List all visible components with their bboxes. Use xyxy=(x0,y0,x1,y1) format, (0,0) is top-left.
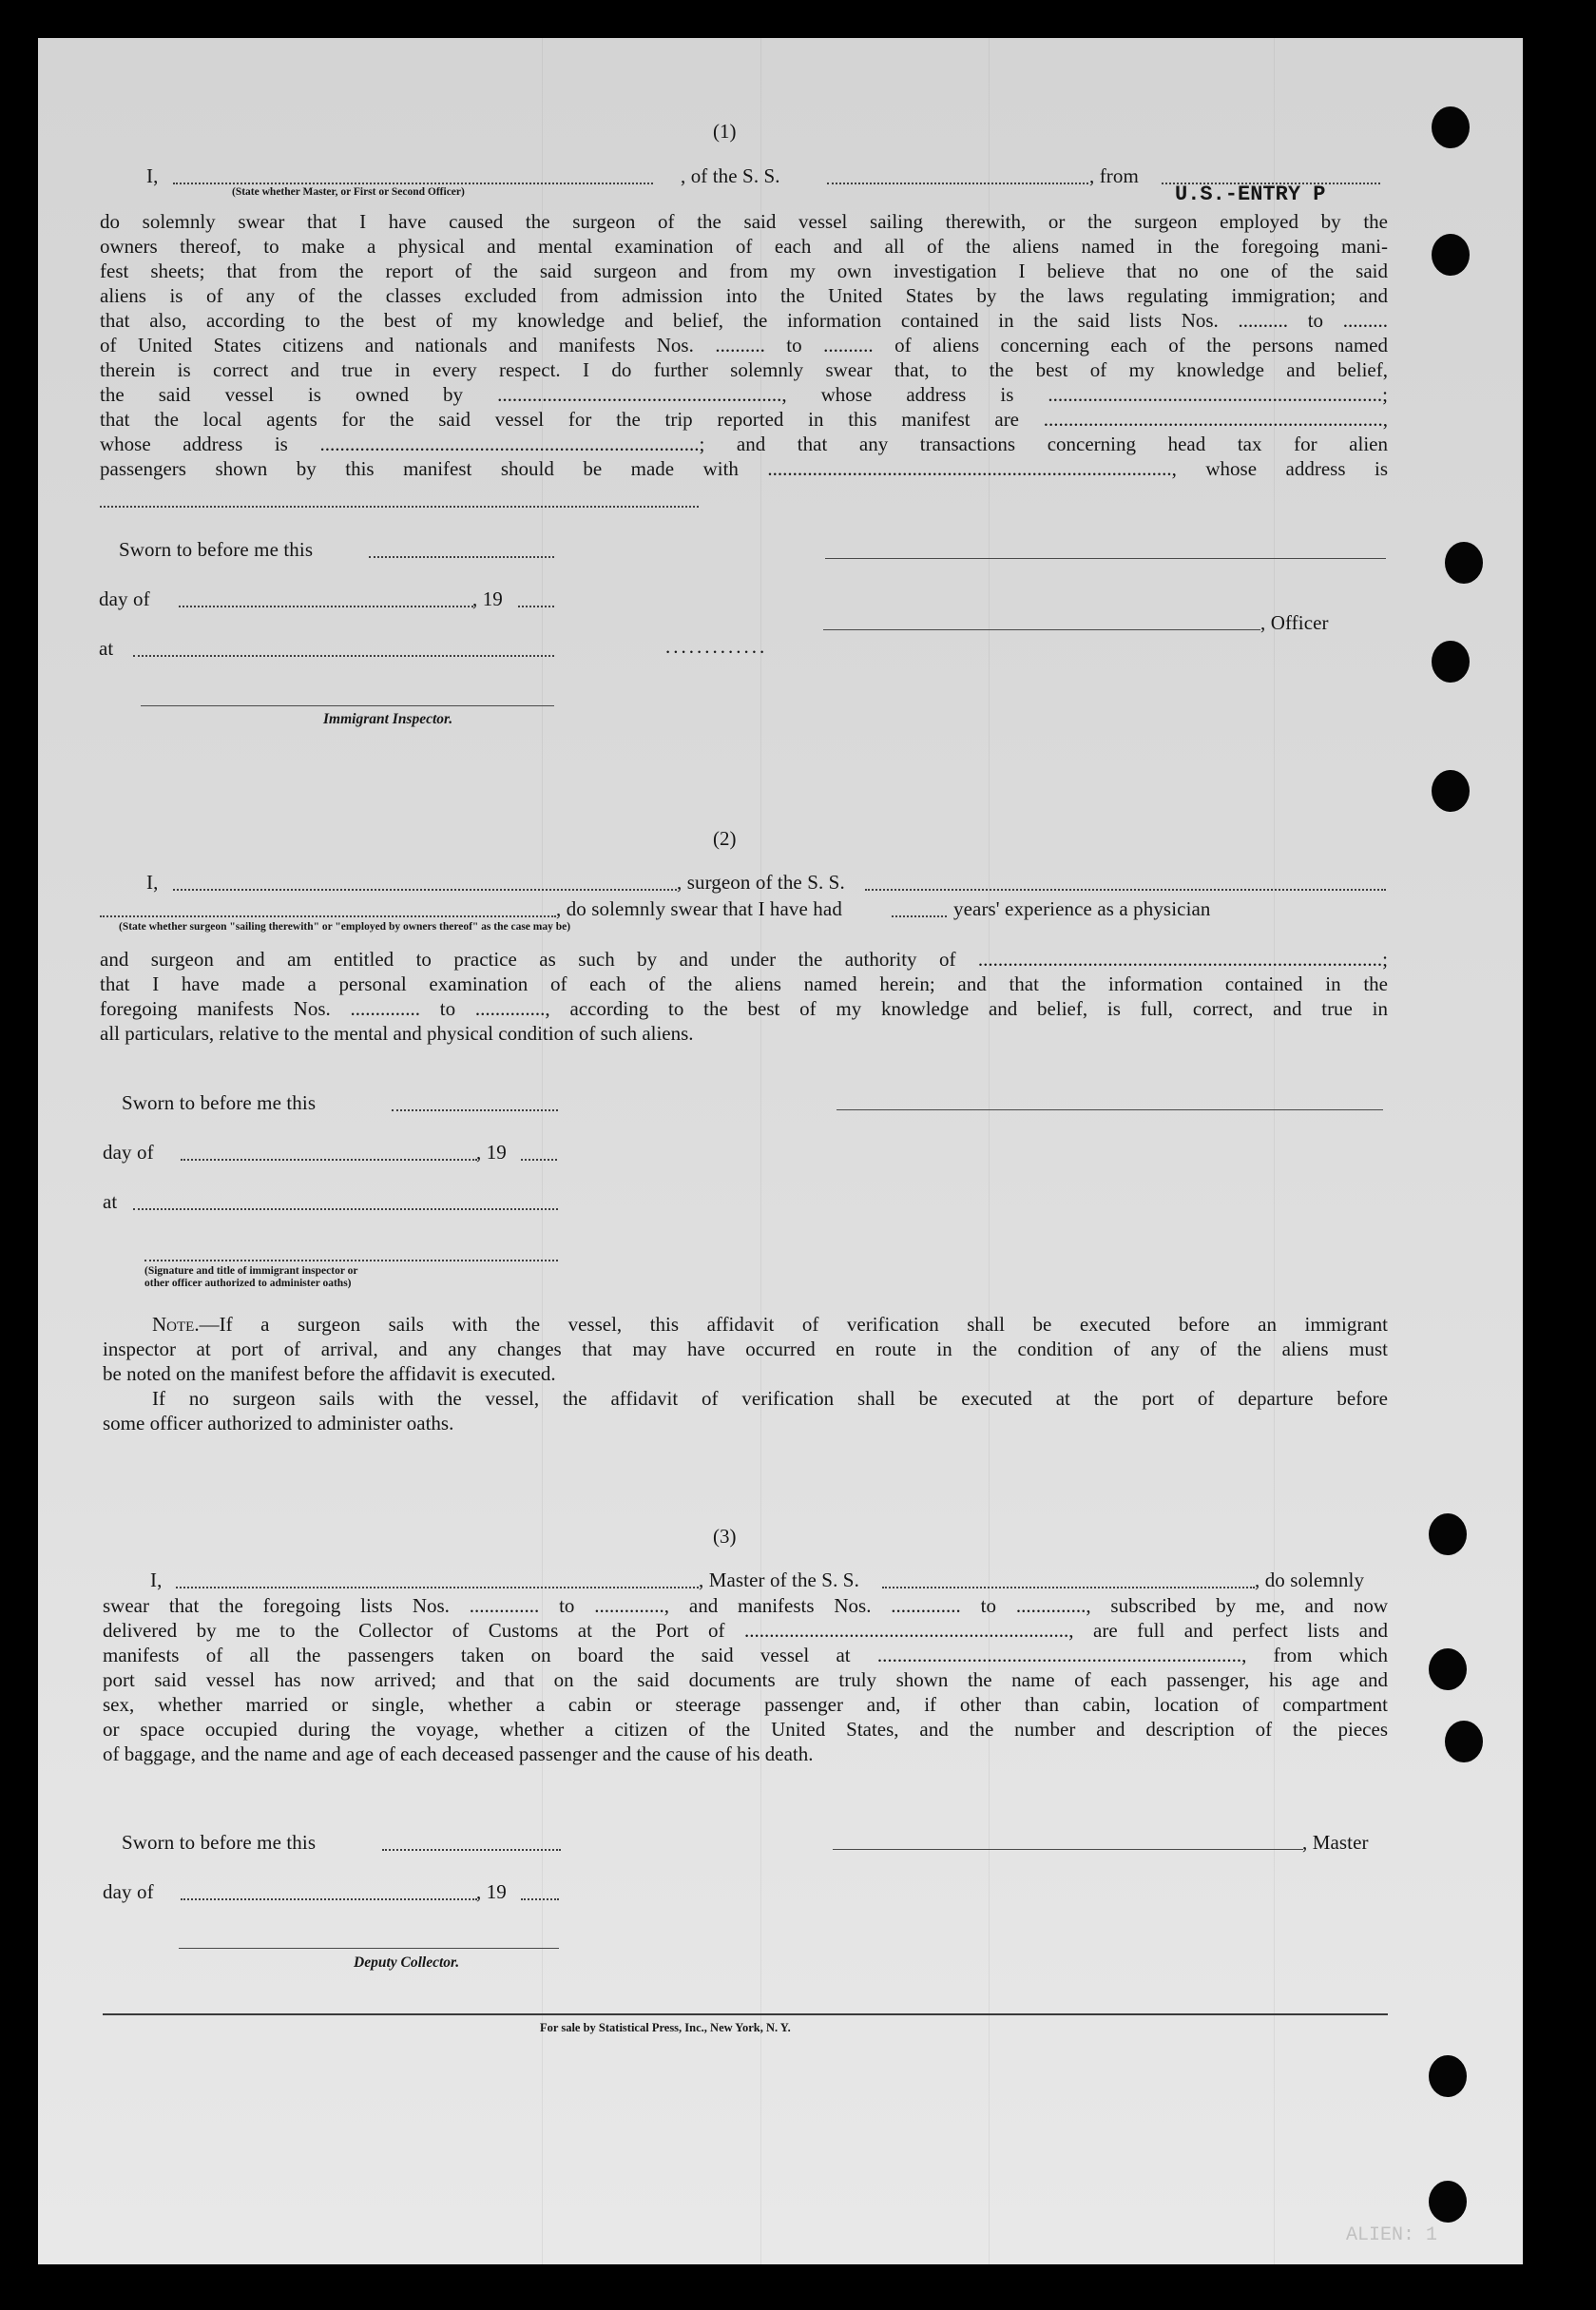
section-1-number: (1) xyxy=(713,120,737,143)
note-line: be noted on the manifest before the affidavit is executed. xyxy=(103,1362,556,1385)
inspector-signature-line[interactable] xyxy=(141,705,554,706)
note-line: some officer authorized to administer oaths. xyxy=(103,1412,454,1434)
day-of-label-1: day of xyxy=(99,587,150,610)
punch-hole xyxy=(1429,1648,1467,1690)
do-solemnly-label-3: , do solemnly xyxy=(1255,1569,1365,1591)
deputy-signature-line[interactable] xyxy=(179,1948,559,1949)
bleed-through-text: ALIEN: 1 xyxy=(1346,2224,1438,2246)
surgeon-name-field[interactable] xyxy=(173,889,677,891)
at-field-2[interactable] xyxy=(133,1208,558,1210)
years-experience-field[interactable] xyxy=(892,915,947,917)
oath-line: or space occupied during the voyage, whether a citizen of the United States, and the number and description of the pieces xyxy=(103,1718,1388,1741)
note-line: If no surgeon sails with the vessel, the affidavit of verification shall be executed at the port of departure before xyxy=(152,1387,1388,1410)
master-signature-line[interactable] xyxy=(833,1849,1303,1850)
oath-line: that also, according to the best of my knowledge and belief, the information contained in the said lists Nos. .......... to ......... xyxy=(100,309,1388,332)
officer-signature-line-top[interactable] xyxy=(825,558,1386,559)
oath-line: that I have made a personal examination of each of the aliens named herein; and that the information contained in the xyxy=(100,972,1388,995)
oath-line: do solemnly swear that I have caused the surgeon of the said vessel sailing therewith, or the surgeon employed by the xyxy=(100,210,1388,233)
sworn-date-field-3[interactable] xyxy=(382,1849,561,1851)
note-line-1 xyxy=(103,1312,1388,1337)
oath-line: all particulars, relative to the mental and physical condition of such aliens. xyxy=(100,1022,694,1045)
section-3-number: (3) xyxy=(713,1525,737,1548)
master-name-field[interactable] xyxy=(176,1587,699,1588)
oath-line: delivered by me to the Collector of Customs at the Port of ................................................................., are full and perfect lists and xyxy=(103,1619,1388,1642)
surgeon-status-note: (State whether surgeon "sailing therewith" or "employed by owners thereof" as the case may be) xyxy=(119,921,571,933)
day-of-label-3: day of xyxy=(103,1880,154,1903)
oath-line: the said vessel is owned by ........................................................., whose address is ...................................................................; xyxy=(100,383,1388,406)
footer-rule xyxy=(103,2013,1388,2015)
punch-hole xyxy=(1429,2055,1467,2097)
punch-hole xyxy=(1445,1721,1483,1762)
oath-line: fest sheets; that from the report of the said surgeon and from my own investigation I believe that no one of the said xyxy=(100,260,1388,282)
note-text: —If a surgeon sails with the vessel, this affidavit of verification shall be executed before an immigrant xyxy=(199,1313,1388,1336)
master-label: , Master xyxy=(1302,1831,1369,1854)
oath-line: therein is correct and true in every respect. I do further solemnly swear that, to the best of my knowledge and belief, xyxy=(100,358,1388,381)
punch-hole xyxy=(1432,770,1470,812)
master-vessel-field[interactable] xyxy=(882,1587,1255,1588)
master-of-label: , Master of the S. S. xyxy=(699,1569,859,1591)
oath-line: aliens is of any of the classes excluded from admission into the United States by the laws regulating immigration; and xyxy=(100,284,1388,307)
day-of-field-1[interactable] xyxy=(179,606,473,607)
oath-line: manifests of all the passengers taken on board the said vessel at ........................................................................., from which xyxy=(103,1644,1388,1666)
punch-hole xyxy=(1432,234,1470,276)
oath-line: owners thereof, to make a physical and mental examination of each and all of the aliens named in the foregoing mani- xyxy=(100,235,1388,258)
immigrant-inspector-label: Immigrant Inspector. xyxy=(323,711,453,727)
punch-hole xyxy=(1432,106,1470,148)
surgeon-note xyxy=(103,1312,1388,1435)
years-experience-label: years' experience as a physician xyxy=(953,897,1211,920)
oath-line: passengers shown by this manifest should be made with ................................................................................., whose address is xyxy=(100,457,1388,480)
entry-stamp: U.S.-ENTRY P xyxy=(1175,183,1326,206)
oath-line: sex, whether married or single, whether a cabin or steerage passenger and, if other than cabin, location of compartment xyxy=(103,1693,1388,1716)
section-2-i: I, xyxy=(146,871,159,894)
punch-hole xyxy=(1429,2181,1467,2223)
printer-imprint: For sale by Statistical Press, Inc., New York, N. Y. xyxy=(540,2021,791,2034)
officer-note: (State whether Master, or First or Second Officer) xyxy=(232,186,465,198)
sworn-label-2: Sworn to before me this xyxy=(122,1091,317,1114)
punch-hole xyxy=(1432,641,1470,683)
punch-hole xyxy=(1445,542,1483,584)
day-of-field-3[interactable] xyxy=(181,1898,477,1900)
section-2-oath-text xyxy=(100,947,1388,1046)
note-line: inspector at port of arrival, and any changes that may have occurred en route in the condition of any of the aliens must xyxy=(103,1338,1388,1360)
signature-note-line-1: (Signature and title of immigrant inspector or xyxy=(144,1265,358,1277)
surgeon-signature-line[interactable] xyxy=(836,1109,1383,1110)
oath-line: port said vessel has now arrived; and that on the said documents are truly shown the name of each passenger, his age and xyxy=(103,1668,1388,1691)
year-field-1[interactable] xyxy=(518,606,554,607)
section-2-number: (2) xyxy=(713,827,737,850)
surgeon-of-label: , surgeon of the S. S. xyxy=(677,871,845,894)
day-of-field-2[interactable] xyxy=(181,1159,477,1161)
oath-line: and surgeon and am entitled to practice as such by and under the authority of .................................................................................; xyxy=(100,948,1388,971)
officer-signature-line[interactable] xyxy=(823,629,1260,630)
vessel-name-field[interactable] xyxy=(827,183,1088,184)
oath-line: of baggage, and the name and age of each deceased passenger and the cause of his death. xyxy=(103,1742,814,1765)
at-field-1[interactable] xyxy=(133,655,554,657)
year-field-3[interactable] xyxy=(521,1898,559,1900)
oath-line: whose address is ............................................................................; and that any transactions concerning head tax for alien xyxy=(100,433,1388,455)
oath-line: of United States citizens and nationals and manifests Nos. .......... to .......... of aliens concerning each of the persons named xyxy=(100,334,1388,356)
manifest-affidavit-page xyxy=(38,38,1523,2264)
officer-name-field[interactable] xyxy=(173,183,653,184)
year-label-2: , 19 xyxy=(476,1141,507,1164)
do-solemnly-label-2: , do solemnly swear that I have had xyxy=(556,897,842,920)
at-label-1: at xyxy=(99,637,114,660)
year-label-1: , 19 xyxy=(472,587,503,610)
oath-line: foregoing manifests Nos. .............. to .............., according to the best of my knowledge and belief, is full, correct, and true in xyxy=(100,997,1388,1020)
signature-note-line-2: other officer authorized to administer oaths) xyxy=(144,1278,352,1289)
year-field-2[interactable] xyxy=(521,1159,557,1161)
surgeon-status-field[interactable] xyxy=(100,915,556,917)
deputy-collector-label: Deputy Collector. xyxy=(354,1954,460,1971)
of-the-ss-label: , of the S. S. xyxy=(681,164,780,187)
day-of-label-2: day of xyxy=(103,1141,154,1164)
bleed-dots: ............. xyxy=(665,635,768,658)
address-continuation-field[interactable] xyxy=(100,506,699,508)
section-3-oath-text xyxy=(103,1593,1388,1766)
officer-label: , Officer xyxy=(1260,611,1329,634)
section-1-oath-text xyxy=(100,209,1388,481)
authorized-officer-signature-line[interactable] xyxy=(144,1260,558,1261)
sworn-label-3: Sworn to before me this xyxy=(122,1831,317,1854)
oath-line: swear that the foregoing lists Nos. .............. to .............., and manifests Nos. .............. to .............., subscribed by me, and now xyxy=(103,1594,1388,1617)
year-label-3: , 19 xyxy=(476,1880,507,1903)
oath-line: that the local agents for the said vessel for the trip reported in this manifest are ...................................................................., xyxy=(100,408,1388,431)
section-1-i: I, xyxy=(146,164,159,187)
at-label-2: at xyxy=(103,1190,118,1213)
note-label: Note. xyxy=(152,1313,200,1336)
sworn-label-1: Sworn to before me this xyxy=(119,538,314,561)
punch-hole xyxy=(1429,1513,1467,1555)
section-3-i: I, xyxy=(150,1569,163,1591)
surgeon-vessel-field[interactable] xyxy=(865,889,1386,891)
sworn-date-field-2[interactable] xyxy=(392,1109,558,1111)
from-label: , from xyxy=(1089,164,1139,187)
sworn-date-field-1[interactable] xyxy=(369,556,554,558)
